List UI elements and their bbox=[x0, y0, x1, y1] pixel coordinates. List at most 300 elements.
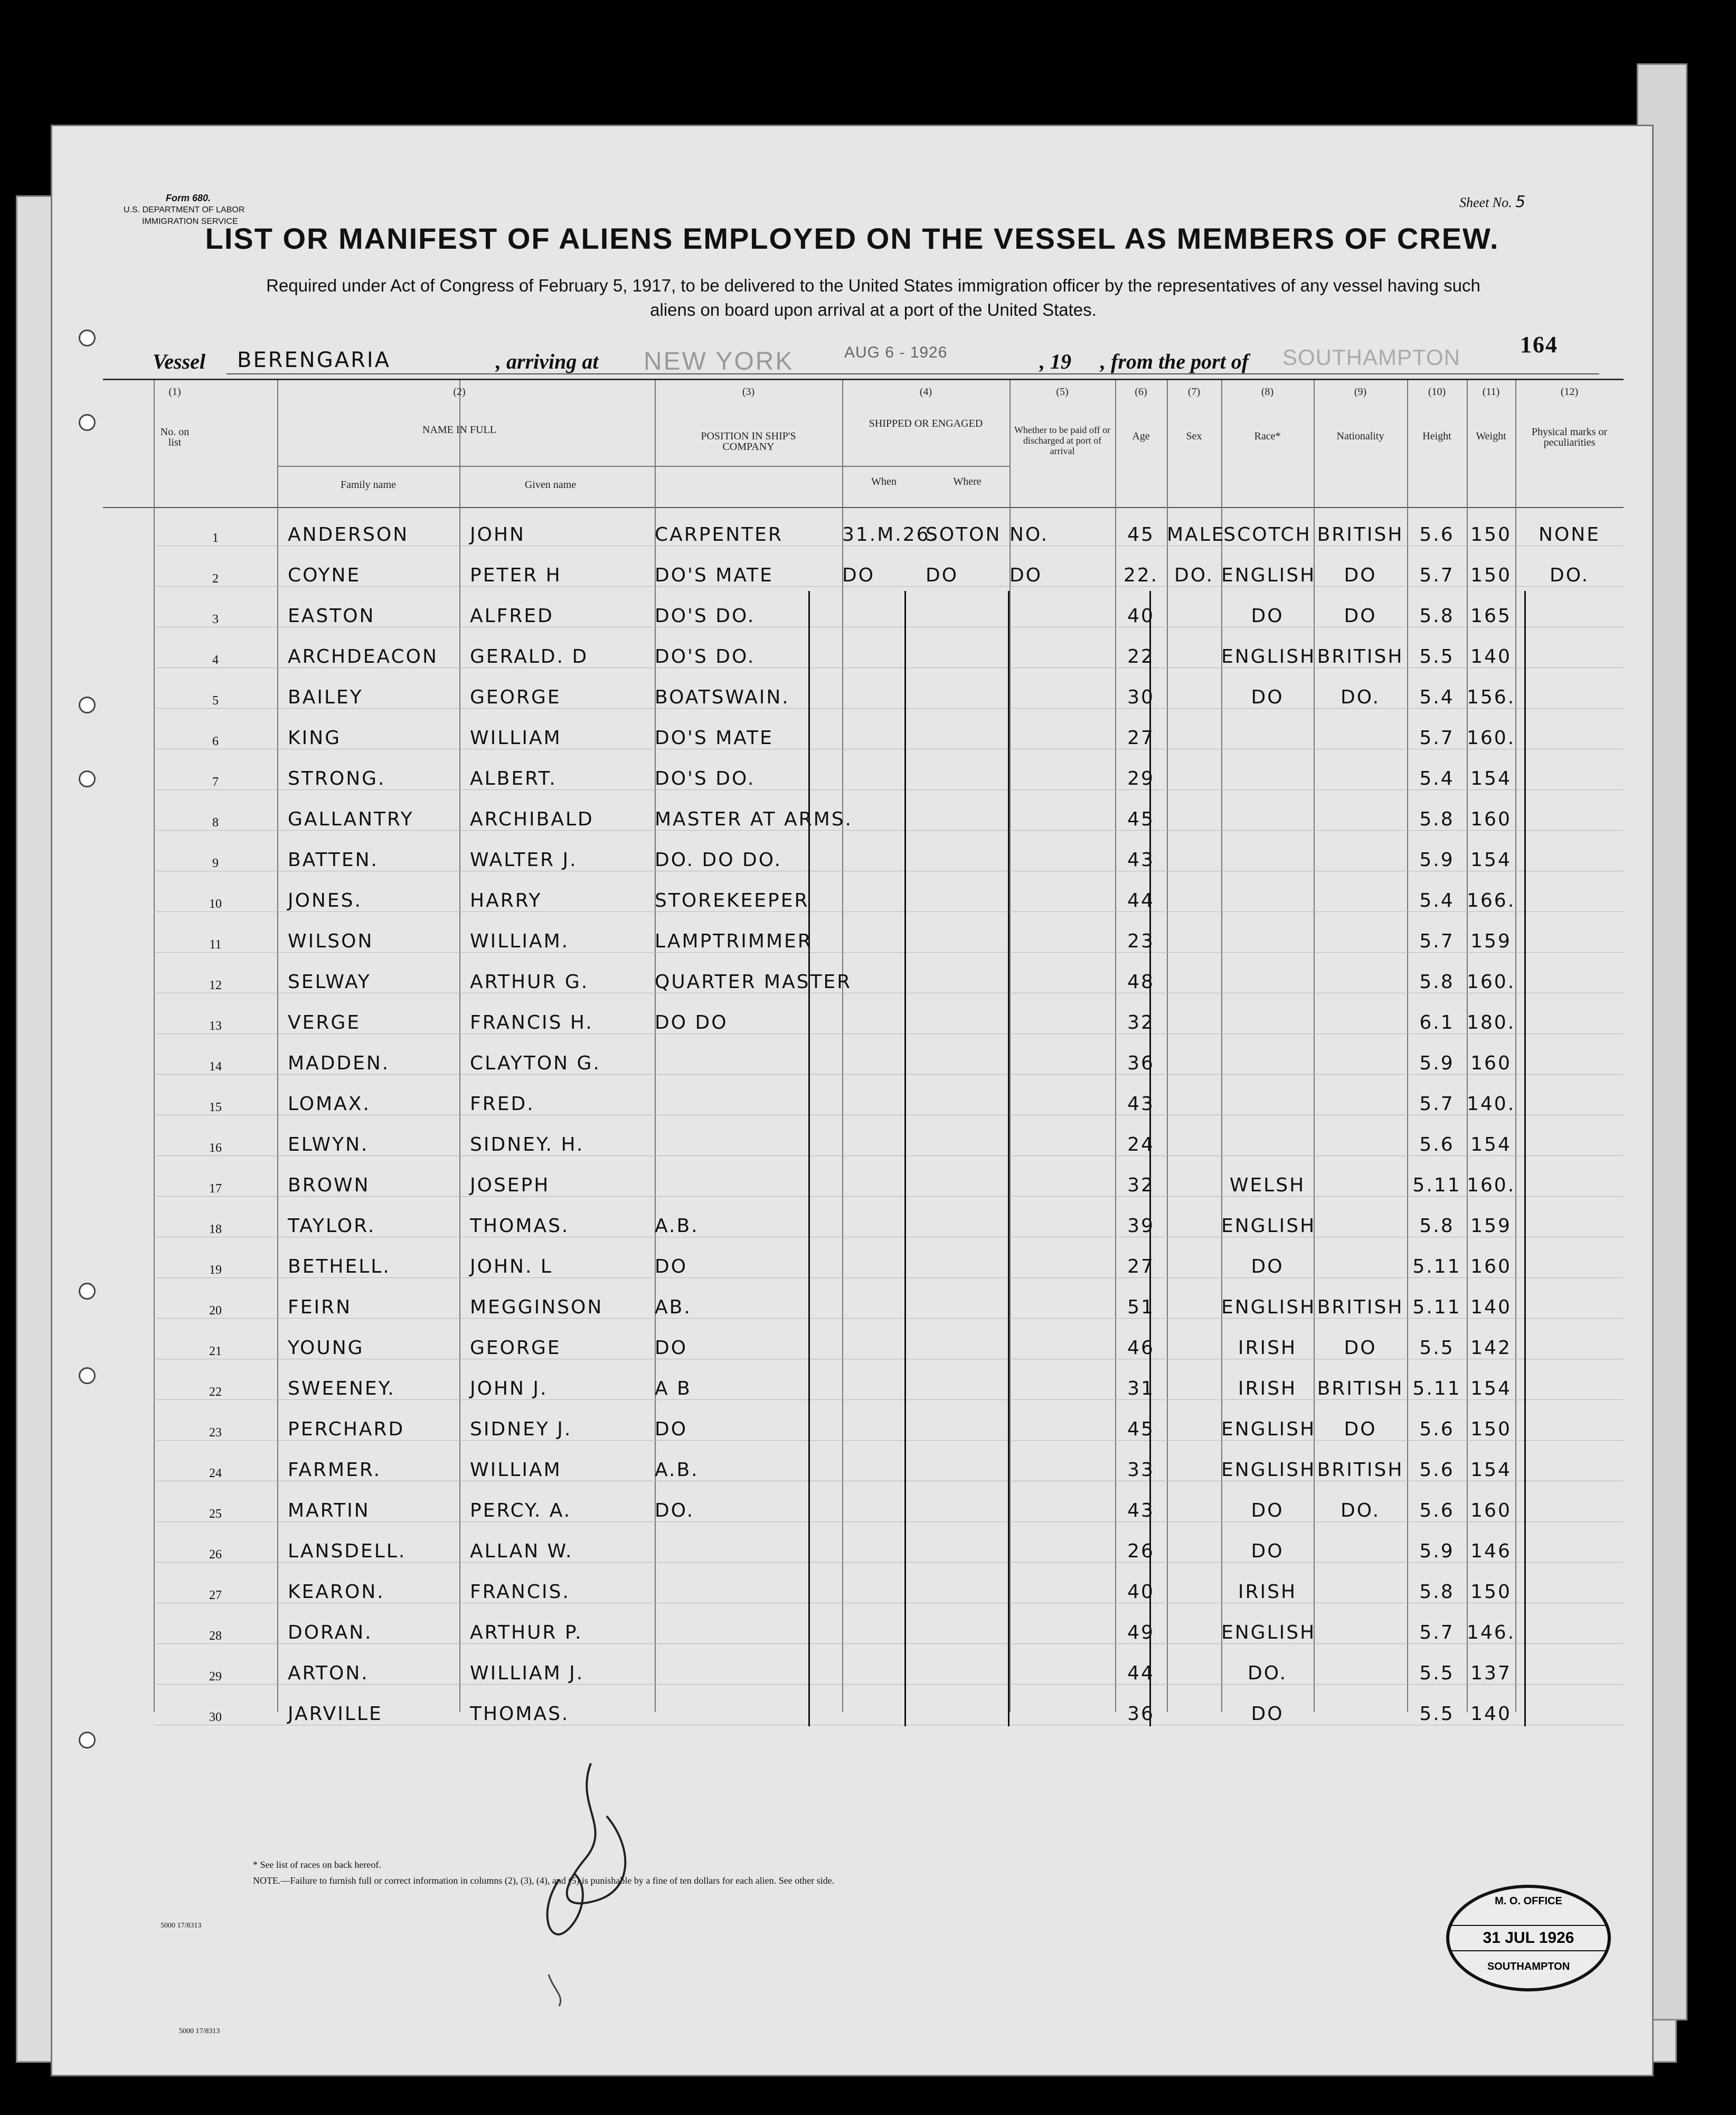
height: 5.5 bbox=[1407, 1319, 1467, 1359]
race bbox=[1221, 1115, 1314, 1156]
age: 39 bbox=[1115, 1197, 1167, 1237]
row-number: 5 bbox=[154, 668, 277, 709]
paid-off bbox=[1009, 1197, 1115, 1237]
table-row bbox=[154, 1237, 1624, 1278]
shipped-where bbox=[926, 1319, 1009, 1359]
weight: 160. bbox=[1467, 953, 1515, 993]
race bbox=[1221, 1034, 1314, 1075]
age: 43 bbox=[1115, 1075, 1167, 1115]
given-name: THOMAS. bbox=[459, 1685, 655, 1725]
given-name: MEGGINSON bbox=[459, 1278, 655, 1319]
sex bbox=[1167, 1400, 1221, 1441]
col5-header: Whether to be paid off or discharged at port of arrival bbox=[1014, 425, 1111, 456]
row-number: 22 bbox=[154, 1359, 277, 1400]
family-name: JONES. bbox=[277, 871, 459, 912]
sex bbox=[1167, 1197, 1221, 1237]
row-number: 25 bbox=[154, 1481, 277, 1522]
given-name: WALTER J. bbox=[459, 831, 655, 871]
height: 5.8 bbox=[1407, 953, 1467, 993]
position bbox=[655, 1603, 842, 1644]
given-name: GEORGE bbox=[459, 1319, 655, 1359]
race bbox=[1221, 912, 1314, 953]
given-name: FRANCIS H. bbox=[459, 993, 655, 1034]
table-row bbox=[154, 749, 1624, 790]
col7-header: Sex bbox=[1186, 430, 1202, 442]
table-row bbox=[154, 1441, 1624, 1481]
paid-off: NO. bbox=[1009, 505, 1115, 546]
sex bbox=[1167, 993, 1221, 1034]
position: MASTER AT ARMS. bbox=[655, 790, 842, 831]
family-name: DORAN. bbox=[277, 1603, 459, 1644]
age: 30 bbox=[1115, 668, 1167, 709]
age: 29 bbox=[1115, 749, 1167, 790]
weight: 156. bbox=[1467, 668, 1515, 709]
col3-header: POSITION IN SHIP'S COMPANY bbox=[701, 430, 796, 453]
physical-marks bbox=[1515, 1237, 1624, 1278]
nationality bbox=[1314, 993, 1407, 1034]
paid-off bbox=[1009, 1563, 1115, 1603]
given-name: ALLAN W. bbox=[459, 1522, 655, 1563]
stamp-bottom: SOUTHAMPTON bbox=[1487, 1961, 1570, 1972]
col4a-header: When bbox=[871, 476, 897, 487]
nationality bbox=[1314, 1197, 1407, 1237]
vessel-name: BERENGARIA bbox=[237, 348, 391, 372]
race bbox=[1221, 831, 1314, 871]
physical-marks bbox=[1515, 1441, 1624, 1481]
given-name: WILLIAM J. bbox=[459, 1644, 655, 1685]
position: DO'S DO. bbox=[655, 749, 842, 790]
weight: 165 bbox=[1467, 587, 1515, 627]
given-name: SIDNEY J. bbox=[459, 1400, 655, 1441]
col6-header: Age bbox=[1132, 430, 1150, 442]
physical-marks bbox=[1515, 1278, 1624, 1319]
weight: 140 bbox=[1467, 627, 1515, 668]
position: A.B. bbox=[655, 1441, 842, 1481]
table-row bbox=[154, 953, 1624, 993]
row-number: 29 bbox=[154, 1644, 277, 1685]
height: 5.5 bbox=[1407, 627, 1467, 668]
table-row bbox=[154, 993, 1624, 1034]
col10-num: (10) bbox=[1428, 386, 1446, 398]
age: 36 bbox=[1115, 1034, 1167, 1075]
shipped-where bbox=[926, 1156, 1009, 1197]
year-label: , 19 bbox=[1040, 350, 1071, 373]
shipped-when bbox=[842, 912, 926, 953]
table-row bbox=[154, 1034, 1624, 1075]
punch-hole bbox=[79, 1732, 96, 1749]
given-name: PERCY. A. bbox=[459, 1481, 655, 1522]
row-number: 21 bbox=[154, 1319, 277, 1359]
weight: 180. bbox=[1467, 993, 1515, 1034]
row-number: 17 bbox=[154, 1156, 277, 1197]
physical-marks bbox=[1515, 749, 1624, 790]
nationality: BRITISH bbox=[1314, 1278, 1407, 1319]
physical-marks: NONE bbox=[1515, 505, 1624, 546]
race bbox=[1221, 1075, 1314, 1115]
given-name: FRED. bbox=[459, 1075, 655, 1115]
nationality: DO bbox=[1314, 546, 1407, 587]
paid-off bbox=[1009, 1685, 1115, 1725]
vessel-line-rule bbox=[227, 373, 1599, 374]
shipped-where: DO bbox=[926, 546, 1009, 587]
shipped-when bbox=[842, 1441, 926, 1481]
stamp-date: 31 JUL 1926 bbox=[1449, 1925, 1608, 1951]
shipped-where bbox=[926, 953, 1009, 993]
age: 27 bbox=[1115, 709, 1167, 749]
paid-off bbox=[1009, 831, 1115, 871]
table-row bbox=[154, 831, 1624, 871]
physical-marks bbox=[1515, 668, 1624, 709]
nationality bbox=[1314, 1115, 1407, 1156]
physical-marks bbox=[1515, 1156, 1624, 1197]
arrival-date-stamp: AUG 6 - 1926 bbox=[844, 344, 948, 361]
shipped-when bbox=[842, 1075, 926, 1115]
sheet-label-text: Sheet No. bbox=[1459, 195, 1512, 210]
col10-header: Height bbox=[1422, 430, 1451, 442]
given-name: ARTHUR G. bbox=[459, 953, 655, 993]
table-row bbox=[154, 505, 1624, 546]
weight: 160 bbox=[1467, 1481, 1515, 1522]
shipped-when bbox=[842, 1359, 926, 1400]
shipped-when bbox=[842, 1197, 926, 1237]
table-row bbox=[154, 912, 1624, 953]
shipped-when bbox=[842, 587, 926, 627]
age: 44 bbox=[1115, 871, 1167, 912]
weight: 166. bbox=[1467, 871, 1515, 912]
physical-marks bbox=[1515, 1075, 1624, 1115]
family-name: KEARON. bbox=[277, 1563, 459, 1603]
row-number: 16 bbox=[154, 1115, 277, 1156]
shipped-where bbox=[926, 1481, 1009, 1522]
table-row bbox=[154, 1115, 1624, 1156]
sex bbox=[1167, 627, 1221, 668]
weight: 150 bbox=[1467, 1563, 1515, 1603]
col2-header: NAME IN FULL bbox=[422, 424, 496, 436]
sex bbox=[1167, 1156, 1221, 1197]
height: 5.11 bbox=[1407, 1359, 1467, 1400]
row-number: 2 bbox=[154, 546, 277, 587]
table-row bbox=[154, 1603, 1624, 1644]
given-name: PETER H bbox=[459, 546, 655, 587]
paid-off bbox=[1009, 627, 1115, 668]
race: ENGLISH bbox=[1221, 1441, 1314, 1481]
age: 22 bbox=[1115, 627, 1167, 668]
table-row bbox=[154, 546, 1624, 587]
shipped-where bbox=[926, 1563, 1009, 1603]
paid-off bbox=[1009, 1319, 1115, 1359]
row-number: 7 bbox=[154, 749, 277, 790]
height: 5.7 bbox=[1407, 546, 1467, 587]
position: DO'S MATE bbox=[655, 709, 842, 749]
weight: 160 bbox=[1467, 1034, 1515, 1075]
weight: 150 bbox=[1467, 1400, 1515, 1441]
paid-off bbox=[1009, 790, 1115, 831]
race: DO bbox=[1221, 668, 1314, 709]
position: CARPENTER bbox=[655, 505, 842, 546]
height: 5.5 bbox=[1407, 1644, 1467, 1685]
family-name: ANDERSON bbox=[277, 505, 459, 546]
shipped-when bbox=[842, 993, 926, 1034]
table-row bbox=[154, 790, 1624, 831]
shipped-where bbox=[926, 1278, 1009, 1319]
position: DO bbox=[655, 1237, 842, 1278]
paid-off bbox=[1009, 1156, 1115, 1197]
sex bbox=[1167, 790, 1221, 831]
print-code: 5000 17/8313 bbox=[161, 1922, 202, 1930]
paid-off bbox=[1009, 912, 1115, 953]
race bbox=[1221, 953, 1314, 993]
height: 5.6 bbox=[1407, 505, 1467, 546]
height: 5.11 bbox=[1407, 1278, 1467, 1319]
family-name: MARTIN bbox=[277, 1481, 459, 1522]
age: 40 bbox=[1115, 1563, 1167, 1603]
col4-header: SHIPPED OR ENGAGED bbox=[869, 418, 983, 429]
family-name: ARCHDEACON bbox=[277, 627, 459, 668]
col2-num: (2) bbox=[453, 386, 466, 398]
race: WELSH bbox=[1221, 1156, 1314, 1197]
physical-marks bbox=[1515, 1400, 1624, 1441]
race bbox=[1221, 993, 1314, 1034]
race bbox=[1221, 790, 1314, 831]
shipped-where bbox=[926, 1400, 1009, 1441]
table-row bbox=[154, 1685, 1624, 1725]
paid-off bbox=[1009, 953, 1115, 993]
shipped-when bbox=[842, 627, 926, 668]
nationality bbox=[1314, 1034, 1407, 1075]
paid-off bbox=[1009, 1644, 1115, 1685]
table-row bbox=[154, 709, 1624, 749]
shipped-where: SOTON bbox=[926, 505, 1009, 546]
shipped-where bbox=[926, 1197, 1009, 1237]
shipped-where bbox=[926, 871, 1009, 912]
weight: 146 bbox=[1467, 1522, 1515, 1563]
age: 45 bbox=[1115, 790, 1167, 831]
arriving-port: NEW YORK bbox=[644, 347, 794, 375]
family-name: ARTON. bbox=[277, 1644, 459, 1685]
position: DO. bbox=[655, 1481, 842, 1522]
race bbox=[1221, 709, 1314, 749]
family-name: FEIRN bbox=[277, 1278, 459, 1319]
age: 33 bbox=[1115, 1441, 1167, 1481]
family-name: BATTEN. bbox=[277, 831, 459, 871]
family-name: BETHELL. bbox=[277, 1237, 459, 1278]
family-name: COYNE bbox=[277, 546, 459, 587]
weight: 150 bbox=[1467, 546, 1515, 587]
weight: 160. bbox=[1467, 1156, 1515, 1197]
table-row bbox=[154, 1197, 1624, 1237]
col2a-header: Family name bbox=[341, 479, 396, 491]
age: 24 bbox=[1115, 1115, 1167, 1156]
paid-off bbox=[1009, 1034, 1115, 1075]
table-row bbox=[154, 871, 1624, 912]
col1-header: No. on list bbox=[160, 426, 190, 448]
row-number: 15 bbox=[154, 1075, 277, 1115]
row-number: 12 bbox=[154, 953, 277, 993]
shipped-when bbox=[842, 953, 926, 993]
paid-off: DO bbox=[1009, 546, 1115, 587]
manifest-sheet bbox=[51, 125, 1654, 2076]
sex bbox=[1167, 912, 1221, 953]
sex bbox=[1167, 1075, 1221, 1115]
race: DO bbox=[1221, 1685, 1314, 1725]
table-row bbox=[154, 668, 1624, 709]
shipped-when bbox=[842, 790, 926, 831]
paid-off bbox=[1009, 1441, 1115, 1481]
row-number: 13 bbox=[154, 993, 277, 1034]
race: DO bbox=[1221, 587, 1314, 627]
office-stamp bbox=[1446, 1885, 1611, 1991]
physical-marks bbox=[1515, 1115, 1624, 1156]
family-name: STRONG. bbox=[277, 749, 459, 790]
sex bbox=[1167, 1441, 1221, 1481]
given-name: JOHN bbox=[459, 505, 655, 546]
given-name: JOSEPH bbox=[459, 1156, 655, 1197]
age: 32 bbox=[1115, 993, 1167, 1034]
sex bbox=[1167, 1115, 1221, 1156]
race: IRISH bbox=[1221, 1563, 1314, 1603]
weight: 154 bbox=[1467, 1115, 1515, 1156]
shipped-when bbox=[842, 1400, 926, 1441]
sex bbox=[1167, 587, 1221, 627]
given-name: GERALD. D bbox=[459, 627, 655, 668]
shipped-when bbox=[842, 1522, 926, 1563]
family-name: MADDEN. bbox=[277, 1034, 459, 1075]
height: 5.11 bbox=[1407, 1156, 1467, 1197]
row-number: 6 bbox=[154, 709, 277, 749]
nationality: DO. bbox=[1314, 668, 1407, 709]
weight: 159 bbox=[1467, 1197, 1515, 1237]
row-number: 8 bbox=[154, 790, 277, 831]
age: 32 bbox=[1115, 1156, 1167, 1197]
physical-marks bbox=[1515, 1644, 1624, 1685]
nationality bbox=[1314, 831, 1407, 871]
position bbox=[655, 1644, 842, 1685]
shipped-where bbox=[926, 993, 1009, 1034]
sex bbox=[1167, 1481, 1221, 1522]
height: 5.9 bbox=[1407, 1034, 1467, 1075]
family-name: EASTON bbox=[277, 587, 459, 627]
race: DO bbox=[1221, 1237, 1314, 1278]
height: 5.8 bbox=[1407, 790, 1467, 831]
race: ENGLISH bbox=[1221, 627, 1314, 668]
sex bbox=[1167, 1278, 1221, 1319]
sex: DO. bbox=[1167, 546, 1221, 587]
paid-off bbox=[1009, 1075, 1115, 1115]
sex bbox=[1167, 749, 1221, 790]
shipped-where bbox=[926, 831, 1009, 871]
paid-off bbox=[1009, 1481, 1115, 1522]
family-name: KING bbox=[277, 709, 459, 749]
shipped-when bbox=[842, 1644, 926, 1685]
punch-hole bbox=[79, 414, 96, 431]
table-row bbox=[154, 1644, 1624, 1685]
shipped-where bbox=[926, 1359, 1009, 1400]
nationality: BRITISH bbox=[1314, 1441, 1407, 1481]
ditto-line-marks bbox=[1524, 591, 1526, 1726]
age: 46 bbox=[1115, 1319, 1167, 1359]
shipped-where bbox=[926, 1685, 1009, 1725]
race: ENGLISH bbox=[1221, 1400, 1314, 1441]
age: 22. bbox=[1115, 546, 1167, 587]
race: SCOTCH bbox=[1221, 505, 1314, 546]
sex bbox=[1167, 709, 1221, 749]
race: ENGLISH bbox=[1221, 546, 1314, 587]
family-name: ELWYN. bbox=[277, 1115, 459, 1156]
sex bbox=[1167, 1034, 1221, 1075]
position: BOATSWAIN. bbox=[655, 668, 842, 709]
shipped-where bbox=[926, 1115, 1009, 1156]
nationality bbox=[1314, 1685, 1407, 1725]
nationality: BRITISH bbox=[1314, 1359, 1407, 1400]
arriving-label: , arriving at bbox=[496, 350, 599, 373]
height: 5.4 bbox=[1407, 668, 1467, 709]
shipped-where bbox=[926, 1034, 1009, 1075]
race: ENGLISH bbox=[1221, 1278, 1314, 1319]
physical-marks bbox=[1515, 1522, 1624, 1563]
age: 48 bbox=[1115, 953, 1167, 993]
paid-off bbox=[1009, 587, 1115, 627]
signature bbox=[527, 1742, 686, 2006]
position bbox=[655, 1034, 842, 1075]
table-row bbox=[154, 1522, 1624, 1563]
given-name: SIDNEY. H. bbox=[459, 1115, 655, 1156]
shipped-when bbox=[842, 1156, 926, 1197]
paid-off bbox=[1009, 709, 1115, 749]
col4-num: (4) bbox=[919, 386, 932, 398]
punch-hole bbox=[79, 697, 96, 713]
subtitle-line1: Required under Act of Congress of February 5, 1917, to be delivered to the United States immigration officer by the representatives of any vessel having such bbox=[266, 276, 1480, 295]
sheet-label bbox=[1459, 193, 1525, 211]
height: 5.8 bbox=[1407, 1197, 1467, 1237]
position: DO. DO DO. bbox=[655, 831, 842, 871]
height: 5.4 bbox=[1407, 749, 1467, 790]
row-number: 11 bbox=[154, 912, 277, 953]
nationality bbox=[1314, 912, 1407, 953]
shipped-when bbox=[842, 709, 926, 749]
shipped-where bbox=[926, 1075, 1009, 1115]
race bbox=[1221, 871, 1314, 912]
paid-off bbox=[1009, 749, 1115, 790]
height: 5.6 bbox=[1407, 1441, 1467, 1481]
physical-marks bbox=[1515, 1034, 1624, 1075]
punch-hole bbox=[79, 1283, 96, 1300]
shipped-where bbox=[926, 627, 1009, 668]
col1-num: (1) bbox=[168, 386, 181, 398]
given-name: ARCHIBALD bbox=[459, 790, 655, 831]
nationality bbox=[1314, 790, 1407, 831]
nationality: DO. bbox=[1314, 1481, 1407, 1522]
weight: 146. bbox=[1467, 1603, 1515, 1644]
shipped-when bbox=[842, 668, 926, 709]
sex bbox=[1167, 1603, 1221, 1644]
table-row bbox=[154, 1075, 1624, 1115]
table-row bbox=[154, 1156, 1624, 1197]
sex bbox=[1167, 1319, 1221, 1359]
nationality bbox=[1314, 1156, 1407, 1197]
row-number: 10 bbox=[154, 871, 277, 912]
stamp-top: M. O. OFFICE bbox=[1495, 1895, 1562, 1907]
ditto-line-where bbox=[904, 591, 906, 1726]
age: 23 bbox=[1115, 912, 1167, 953]
col12-num: (12) bbox=[1560, 386, 1579, 398]
row-number: 24 bbox=[154, 1441, 277, 1481]
nationality bbox=[1314, 1603, 1407, 1644]
ditto-line-sex bbox=[1149, 591, 1151, 1726]
shipped-when bbox=[842, 831, 926, 871]
col9-num: (9) bbox=[1354, 386, 1367, 398]
table-row bbox=[154, 587, 1624, 627]
paid-off bbox=[1009, 1237, 1115, 1278]
